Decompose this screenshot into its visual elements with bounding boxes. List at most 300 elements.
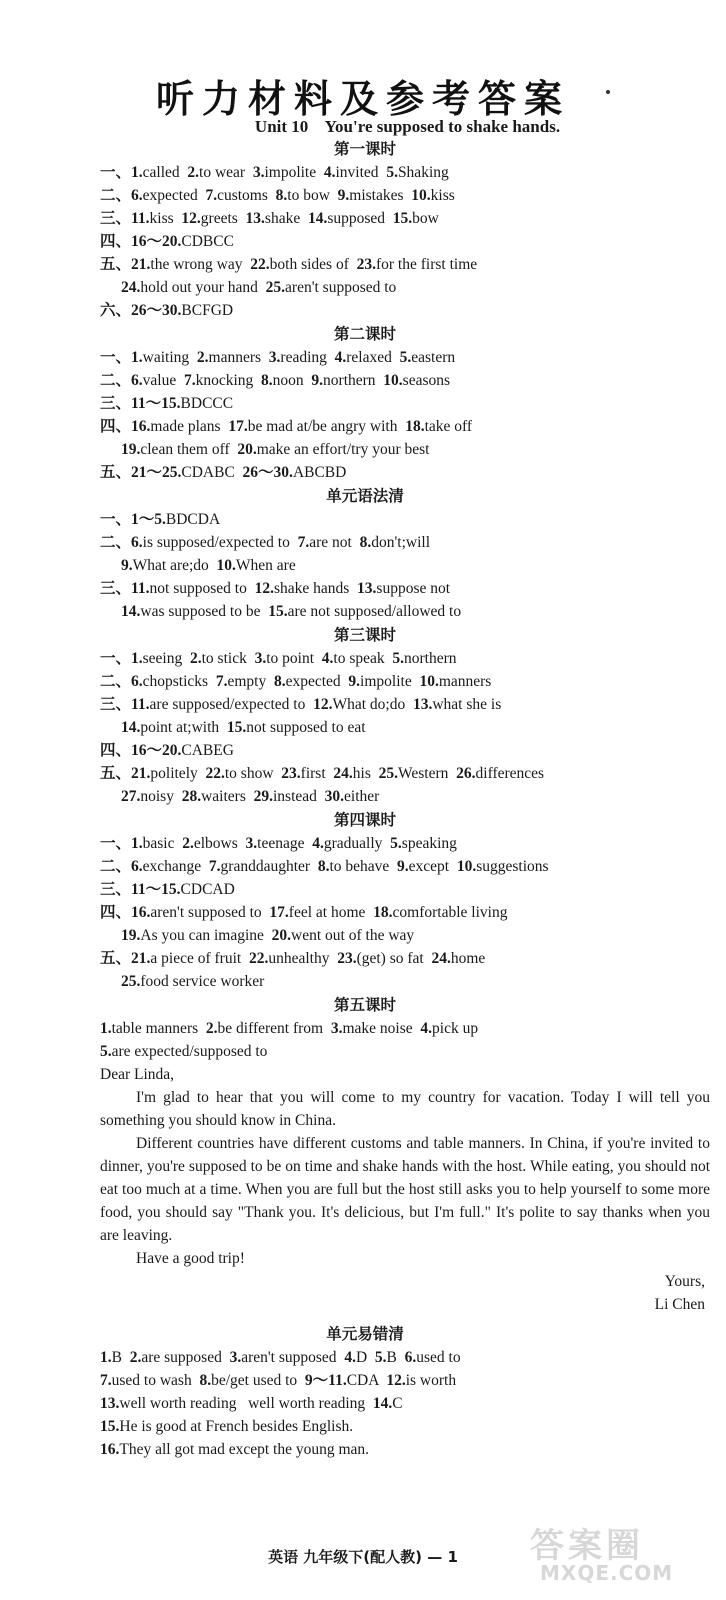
- answer-text: aren't supposed to: [285, 279, 397, 296]
- answer-line: [100, 762, 710, 785]
- answer-line: [100, 299, 710, 322]
- question-number: 2.: [187, 164, 200, 181]
- answer-line: [100, 1040, 710, 1063]
- question-number: 17.: [269, 904, 289, 921]
- question-number: 3.: [229, 1349, 242, 1366]
- question-number: 9.: [311, 372, 324, 389]
- answer-line: [100, 647, 710, 670]
- question-number: 10.: [456, 858, 477, 875]
- page-title: 听力材料及参考答案: [155, 77, 570, 121]
- watermark-logo: [530, 1518, 720, 1598]
- answer-text: value: [142, 372, 184, 389]
- answer-text: C: [392, 1395, 403, 1412]
- question-number: 三、11～15.: [100, 395, 181, 412]
- answer-line: [100, 716, 710, 739]
- question-number: 6.: [404, 1349, 417, 1366]
- question-number: 二、6.: [100, 534, 143, 551]
- answer-line: [100, 1369, 710, 1392]
- question-number: 1.: [100, 1020, 112, 1037]
- answer-line: [100, 577, 710, 600]
- answer-text: elbows: [193, 835, 246, 852]
- answer-text: make noise: [342, 1020, 421, 1037]
- answer-text: unhealthy: [268, 950, 338, 967]
- answer-text: Western: [397, 765, 457, 782]
- question-number: 12.: [181, 210, 201, 227]
- question-number: 10.: [383, 372, 403, 389]
- question-number: 5.: [390, 835, 402, 852]
- question-number: 22.: [205, 765, 225, 782]
- answer-text: BDCDA: [165, 511, 221, 528]
- answer-text: are not: [309, 534, 360, 551]
- answer-text: feel at home: [288, 904, 374, 921]
- answer-text: don't;will: [371, 534, 431, 551]
- answer-text: to behave: [329, 858, 398, 875]
- answer-text: What do;do: [332, 696, 413, 713]
- question-number: 7.: [100, 1372, 112, 1389]
- answer-text: CABEG: [181, 742, 234, 759]
- answer-line: [100, 947, 710, 970]
- question-number: 9～11.: [304, 1372, 347, 1389]
- question-number: 3.: [268, 349, 281, 366]
- answer-text: politely: [150, 765, 206, 782]
- question-number: 9.: [348, 673, 361, 690]
- answer-line: [100, 1392, 710, 1415]
- answer-text: are supposed: [141, 1349, 230, 1366]
- answer-text: waiting: [142, 349, 197, 366]
- answer-text: empty: [227, 673, 274, 690]
- answer-text: D: [355, 1349, 375, 1366]
- question-number: 5.: [392, 650, 404, 667]
- answer-text: used to wash: [111, 1372, 200, 1389]
- answer-line: [100, 600, 710, 623]
- answer-line: [100, 739, 710, 762]
- answer-line: [100, 508, 710, 531]
- question-number: 一、1.: [100, 650, 143, 667]
- answer-section: [100, 623, 710, 808]
- question-number: 23.: [281, 765, 301, 782]
- question-number: 5.: [100, 1043, 112, 1060]
- question-number: 五、21.: [100, 950, 151, 967]
- question-number: 7.: [215, 673, 228, 690]
- question-number: 5.: [386, 164, 398, 181]
- question-number: 14.: [307, 210, 328, 227]
- decorative-dot: [606, 90, 610, 94]
- answer-text: went out of the way: [291, 927, 415, 944]
- question-number: 7.: [208, 858, 221, 875]
- answer-text: noisy: [140, 788, 182, 805]
- answer-text: is worth: [405, 1372, 457, 1389]
- answer-text: He is good at French besides English.: [119, 1418, 354, 1435]
- answer-text: hold out your hand: [140, 279, 266, 296]
- answer-text: basic: [142, 835, 183, 852]
- question-number: 13.: [100, 1395, 120, 1412]
- answer-text: either: [344, 788, 380, 805]
- answer-line: [100, 253, 710, 276]
- answer-line: [100, 531, 710, 554]
- answer-text: seasons: [402, 372, 451, 389]
- section-heading: 第三课时: [333, 626, 396, 644]
- question-number: 18.: [373, 904, 393, 921]
- answer-line: [100, 785, 710, 808]
- answer-text: be mad at/be angry with: [247, 418, 406, 435]
- answer-text: speaking: [401, 835, 457, 852]
- answer-text: manners: [208, 349, 269, 366]
- question-number: 一、1～5.: [100, 511, 166, 528]
- question-number: 20.: [237, 441, 257, 458]
- answer-line: [100, 832, 710, 855]
- section-heading: 第四课时: [333, 811, 396, 829]
- answer-text: to point: [266, 650, 322, 667]
- question-number: 14.: [372, 1395, 393, 1412]
- answer-text: not supposed to eat: [246, 719, 366, 736]
- page-footer: 英语 九年级下(配人教) — 1: [268, 1548, 458, 1566]
- question-number: 四、16.: [100, 418, 151, 435]
- question-number: 10.: [216, 557, 236, 574]
- question-number: 三、11.: [100, 580, 150, 597]
- question-number: 22.: [250, 256, 270, 273]
- answer-text: was supposed to be: [140, 603, 269, 620]
- question-number: 25.: [121, 973, 141, 990]
- question-number: 二、6.: [100, 673, 143, 690]
- answer-line: [100, 230, 710, 253]
- section-heading: 第一课时: [333, 140, 396, 158]
- question-number: 五、21～25.: [100, 464, 182, 481]
- question-number: 二、6.: [100, 858, 143, 875]
- letter-paragraph: Have a good trip!: [136, 1250, 245, 1267]
- answer-text: to show: [224, 765, 282, 782]
- question-number: 25.: [378, 765, 398, 782]
- answer-text: kiss: [430, 187, 455, 204]
- question-number: 8.: [275, 187, 288, 204]
- question-number: 23.: [356, 256, 376, 273]
- unit-title: Unit 10 You're supposed to shake hands.: [254, 117, 561, 136]
- question-number: 3.: [245, 835, 258, 852]
- letter-salutation: Dear Linda,: [100, 1066, 175, 1083]
- question-number: 2.: [182, 835, 194, 852]
- answer-text: gradually: [323, 835, 391, 852]
- answer-text: expected: [285, 673, 349, 690]
- answer-text: are supposed/expected to: [149, 696, 314, 713]
- answer-text: aren't supposed to: [150, 904, 270, 921]
- question-number: 17.: [228, 418, 248, 435]
- answer-line: [100, 901, 710, 924]
- answer-text: noon: [272, 372, 312, 389]
- watermark-text: 答案圈: [530, 1526, 644, 1566]
- answer-text: to bow: [287, 187, 338, 204]
- answer-section: [100, 137, 710, 322]
- question-number: 13.: [412, 696, 433, 713]
- answer-text: the wrong way: [150, 256, 251, 273]
- question-number: 14.: [121, 719, 141, 736]
- question-number: 18.: [405, 418, 425, 435]
- question-number: 四、16～20.: [100, 742, 182, 759]
- answer-line: [100, 207, 710, 230]
- question-number: 9.: [121, 557, 133, 574]
- question-number: 2.: [205, 1020, 218, 1037]
- answer-text: CDABC: [181, 464, 243, 481]
- question-number: 12.: [386, 1372, 406, 1389]
- answer-text: eastern: [411, 349, 456, 366]
- question-number: 二、6.: [100, 187, 143, 204]
- answer-text: be different from: [217, 1020, 331, 1037]
- answer-section: [100, 1322, 710, 1461]
- answer-section: [100, 993, 710, 1063]
- answer-text: B: [386, 1349, 405, 1366]
- question-number: 7.: [205, 187, 218, 204]
- question-number: 8.: [273, 673, 286, 690]
- question-number: 8.: [261, 372, 273, 389]
- answer-text: shake hands: [273, 580, 358, 597]
- question-number: 28.: [181, 788, 202, 805]
- answer-text: his: [352, 765, 379, 782]
- question-number: 4.: [334, 349, 347, 366]
- answer-line: [100, 276, 710, 299]
- answer-text: are expected/supposed to: [111, 1043, 268, 1060]
- answer-line: [100, 1415, 710, 1438]
- answer-text: differences: [475, 765, 545, 782]
- question-number: 12.: [254, 580, 274, 597]
- answer-text: (get) so fat: [356, 950, 432, 967]
- answer-text: for the first time: [375, 256, 478, 273]
- question-number: 一、1.: [100, 164, 143, 181]
- answer-text: reading: [280, 349, 335, 366]
- question-number: 4.: [321, 650, 334, 667]
- answer-text: seeing: [142, 650, 190, 667]
- answer-text: impolite: [360, 673, 420, 690]
- answer-line: [100, 461, 710, 484]
- question-number: 14.: [121, 603, 141, 620]
- question-number: 三、11.: [100, 210, 150, 227]
- question-number: 2.: [196, 349, 209, 366]
- question-number: 2.: [190, 650, 202, 667]
- answer-text: supposed: [327, 210, 393, 227]
- answer-text: manners: [438, 673, 492, 690]
- watermark-url: MXQE.COM: [540, 1561, 674, 1585]
- answer-text: to stick: [201, 650, 255, 667]
- question-number: 四、16.: [100, 904, 151, 921]
- answer-text: shake: [264, 210, 308, 227]
- answer-text: chopsticks: [142, 673, 216, 690]
- question-number: 13.: [245, 210, 265, 227]
- answer-line: [100, 670, 710, 693]
- sample-letter: [100, 1063, 710, 1316]
- answer-line: [100, 1438, 710, 1461]
- answer-text: BDCCC: [180, 395, 234, 412]
- answer-text: be/get used to: [211, 1372, 305, 1389]
- question-number: 26～30.: [242, 464, 293, 481]
- answer-text: CDCAD: [180, 881, 235, 898]
- question-number: 7.: [297, 534, 310, 551]
- answer-text: aren't supposed: [241, 1349, 345, 1366]
- question-number: 15.: [268, 603, 288, 620]
- answer-line: [100, 438, 710, 461]
- question-number: 24.: [333, 765, 353, 782]
- answer-text: relaxed: [346, 349, 400, 366]
- question-number: 26.: [456, 765, 476, 782]
- question-number: 五、21.: [100, 256, 151, 273]
- section-heading: 单元易错清: [326, 1325, 404, 1343]
- question-number: 29.: [253, 788, 273, 805]
- question-number: 4.: [344, 1349, 356, 1366]
- answer-line: [100, 970, 710, 993]
- answer-text: As you can imagine: [140, 927, 272, 944]
- answer-text: what she is: [432, 696, 502, 713]
- answer-text: kiss: [149, 210, 182, 227]
- question-number: 7.: [183, 372, 196, 389]
- answer-text: not supposed to: [149, 580, 255, 597]
- question-number: 15.: [100, 1418, 120, 1435]
- question-number: 10.: [411, 187, 431, 204]
- answer-text: invited: [335, 164, 387, 181]
- answer-text: except: [408, 858, 457, 875]
- answer-text: both sides of: [269, 256, 357, 273]
- letter-closing: Yours,: [664, 1273, 705, 1290]
- answer-text: When are: [235, 557, 296, 574]
- answer-text: take off: [424, 418, 473, 435]
- answer-content: [100, 137, 710, 1461]
- answer-line: [100, 924, 710, 947]
- answer-text: clean them off: [140, 441, 238, 458]
- answer-line: [100, 161, 710, 184]
- answer-text: food service worker: [140, 973, 265, 990]
- answer-line: [100, 184, 710, 207]
- question-number: 3.: [254, 650, 267, 667]
- answer-text: B: [111, 1349, 130, 1366]
- answer-text: What are;do: [132, 557, 217, 574]
- question-number: 19.: [121, 927, 141, 944]
- answer-text: comfortable living: [392, 904, 508, 921]
- answer-text: teenage: [257, 835, 313, 852]
- answer-text: Shaking: [397, 164, 449, 181]
- question-number: 12.: [313, 696, 333, 713]
- section-heading: 第二课时: [333, 325, 396, 343]
- section-heading: 单元语法清: [326, 487, 404, 505]
- answer-text: used to: [416, 1349, 461, 1366]
- question-number: 4.: [420, 1020, 433, 1037]
- question-number: 四、16～20.: [100, 233, 182, 250]
- answer-text: customs: [217, 187, 276, 204]
- question-number: 1.: [100, 1349, 112, 1366]
- answer-text: northern: [323, 372, 384, 389]
- answer-line: [100, 415, 710, 438]
- question-number: 一、1.: [100, 835, 143, 852]
- answer-text: to wear: [199, 164, 253, 181]
- answer-line: [100, 392, 710, 415]
- letter-paragraph: I'm glad to hear that you will come to my country for vacation. Today I will tell you something you should know in China.: [100, 1089, 710, 1129]
- answer-text: table manners: [111, 1020, 206, 1037]
- question-number: 27.: [121, 788, 141, 805]
- answer-section: [100, 808, 710, 993]
- answer-text: instead: [272, 788, 325, 805]
- answer-text: They all got mad except the young man.: [119, 1441, 370, 1458]
- answer-line: [100, 346, 710, 369]
- answer-text: BCFGD: [181, 302, 234, 319]
- answer-text: home: [450, 950, 486, 967]
- answer-text: well worth reading well worth reading: [119, 1395, 373, 1412]
- question-number: 3.: [252, 164, 265, 181]
- answer-text: suggestions: [476, 858, 549, 875]
- question-number: 10.: [419, 673, 439, 690]
- question-number: 13.: [357, 580, 377, 597]
- answer-section: [100, 484, 710, 623]
- answer-text: exchange: [142, 858, 209, 875]
- question-number: 30.: [324, 788, 345, 805]
- question-number: 4.: [312, 835, 324, 852]
- question-number: 一、1.: [100, 349, 143, 366]
- section-heading: 第五课时: [333, 996, 396, 1014]
- answer-text: made plans: [150, 418, 229, 435]
- question-number: 8.: [317, 858, 330, 875]
- answer-text: knocking: [195, 372, 262, 389]
- question-number: 24.: [121, 279, 141, 296]
- letter-signature: Li Chen: [654, 1296, 705, 1313]
- answer-section: [100, 322, 710, 484]
- question-number: 六、26～30.: [100, 302, 182, 319]
- answer-text: CDA: [346, 1372, 387, 1389]
- answer-text: impolite: [264, 164, 324, 181]
- question-number: 20.: [271, 927, 292, 944]
- answer-text: suppose not: [376, 580, 451, 597]
- question-number: 9.: [337, 187, 350, 204]
- question-number: 5.: [374, 1349, 387, 1366]
- answer-line: [100, 693, 710, 716]
- answer-text: CDBCC: [181, 233, 234, 250]
- question-number: 5.: [399, 349, 412, 366]
- letter-paragraph: Different countries have different customs and table manners. In China, if you're invited to dinner, you're supposed to be on time and shake hands with the host. While eating, you should not eat too much at a time. When you are full but the host still asks you to help yourself to some more food, you should say "Thank you. It's delicious, but I'm full." It's polite to say thanks when you are leaving.: [100, 1135, 710, 1244]
- question-number: 三、11～15.: [100, 881, 181, 898]
- question-number: 二、6.: [100, 372, 143, 389]
- question-number: 25.: [265, 279, 286, 296]
- question-number: 15.: [226, 719, 247, 736]
- answer-text: to speak: [333, 650, 393, 667]
- answer-text: is supposed/expected to: [142, 534, 298, 551]
- answer-text: are not supposed/allowed to: [287, 603, 462, 620]
- question-number: 8.: [199, 1372, 212, 1389]
- question-number: 4.: [323, 164, 336, 181]
- answer-text: granddaughter: [220, 858, 318, 875]
- question-number: 9.: [397, 858, 409, 875]
- answer-text: expected: [142, 187, 206, 204]
- answer-text: make an effort/try your best: [256, 441, 430, 458]
- answer-line: [100, 554, 710, 577]
- answer-text: waiters: [201, 788, 254, 805]
- question-number: 2.: [129, 1349, 142, 1366]
- question-number: 3.: [330, 1020, 343, 1037]
- answer-text: called: [142, 164, 188, 181]
- answer-text: a piece of fruit: [150, 950, 249, 967]
- question-number: 22.: [248, 950, 269, 967]
- answer-text: pick up: [432, 1020, 479, 1037]
- question-number: 五、21.: [100, 765, 151, 782]
- question-number: 16.: [100, 1441, 120, 1458]
- question-number: 19.: [121, 441, 141, 458]
- answer-line: [100, 1017, 710, 1040]
- answer-text: ABCBD: [292, 464, 347, 481]
- answer-line: [100, 878, 710, 901]
- answer-text: greets: [200, 210, 246, 227]
- answer-text: bow: [412, 210, 439, 227]
- question-number: 8.: [359, 534, 372, 551]
- answer-text: point at;with: [140, 719, 227, 736]
- answer-text: mistakes: [349, 187, 412, 204]
- answer-line: [100, 855, 710, 878]
- question-number: 三、11.: [100, 696, 150, 713]
- question-number: 15.: [392, 210, 413, 227]
- answer-text: northern: [404, 650, 457, 667]
- answer-line: [100, 369, 710, 392]
- question-number: 23.: [337, 950, 357, 967]
- question-number: 24.: [431, 950, 451, 967]
